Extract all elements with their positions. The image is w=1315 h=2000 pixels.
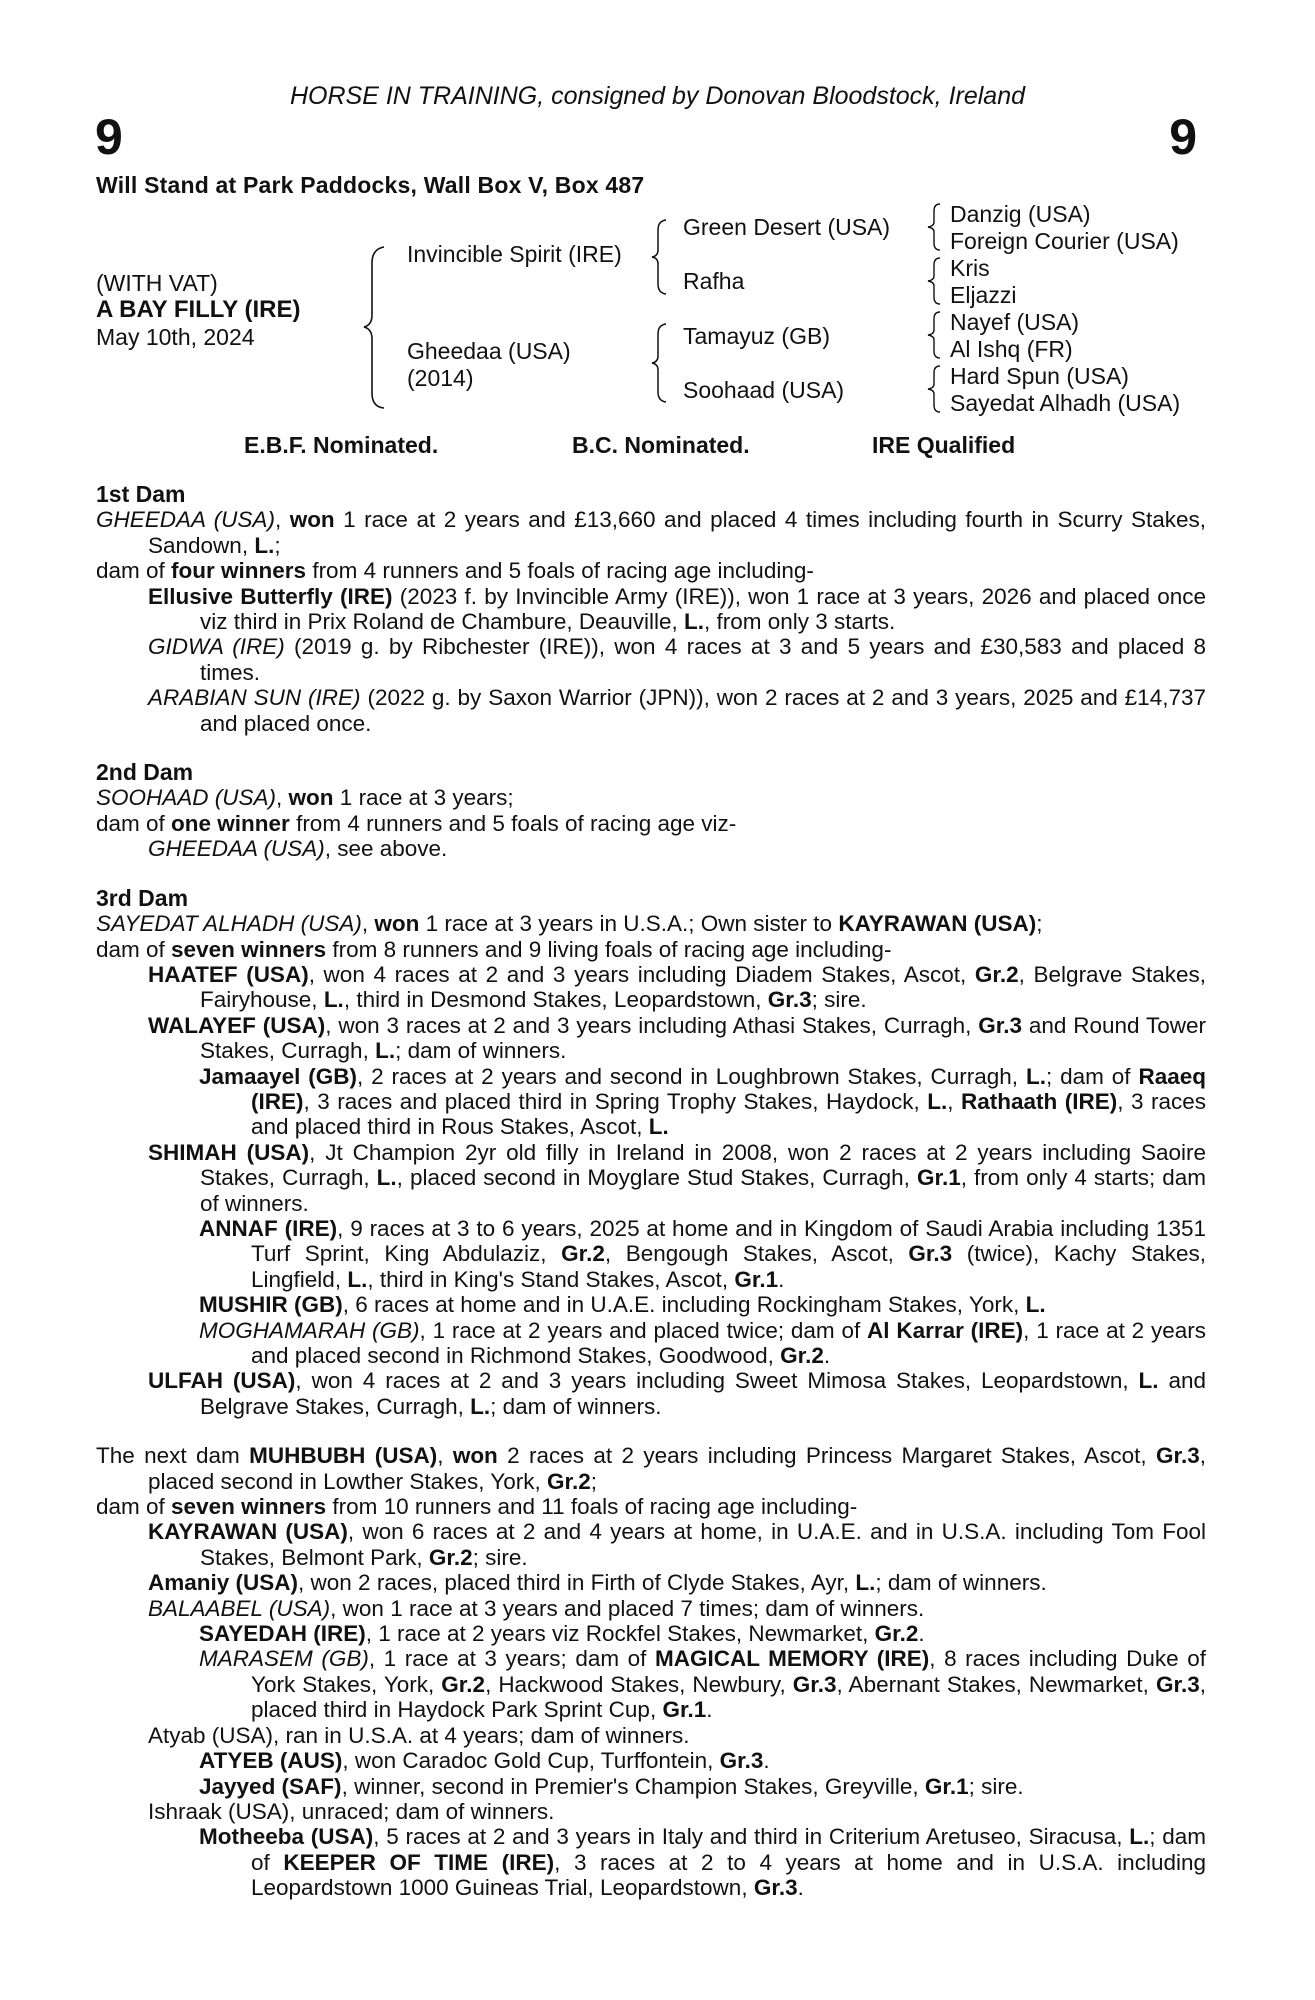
- sire-dam-sire: Kris: [950, 255, 990, 281]
- next-dam-produce: dam of seven winners from 10 runners and 11 foals of racing age including-: [96, 1494, 858, 1520]
- page-header: HORSE IN TRAINING, consigned by Donovan Bloodstock, Ireland: [289, 82, 1026, 110]
- catalogue-body: [96, 482, 1206, 1901]
- brace-main: [362, 245, 392, 410]
- third-dam-produce: dam of seven winners from 8 runners and 9 living foals of racing age including-: [96, 936, 892, 962]
- first-dam-record: GHEEDAA (USA), won 1 race at 2 years and £13,660 and placed 4 times including fourth in Scurry Stakes, Sandown, L.;: [96, 507, 1206, 558]
- produce-entry: SAYEDAH (IRE), 1 race at 2 years viz Rockfel Stakes, Newmarket, Gr.2.: [199, 1621, 925, 1647]
- won-label: won: [289, 507, 335, 533]
- dam-dam-sire: Hard Spun (USA): [950, 363, 1129, 389]
- produce-entry: Motheeba (USA), 5 races at 2 and 3 years in Italy and third in Criterium Aretuseo, Siracusa, L.; dam of KEEPER OF TIME (IRE), 3 races at 2 to 4 years at home and in U.S.A. including Leopardstown 1000 Guineas Trial, Leopardstown, Gr.3.: [199, 1824, 1206, 1901]
- brace-dam: [650, 322, 672, 404]
- ebf-nomination: E.B.F. Nominated.: [244, 432, 439, 458]
- produce-entry: ANNAF (IRE), 9 races at 3 to 6 years, 2025 at home and in Kingdom of Saudi Arabia including 1351 Turf Sprint, King Abdulaziz, Gr.2, Bengough Stakes, Ascot, Gr.3 (twice), Kachy Stakes, Lingfield, L., third in King's Stand Stakes, Ascot, Gr.1.: [199, 1215, 1206, 1292]
- produce-entry: MARASEM (GB), 1 race at 3 years; dam of MAGICAL MEMORY (IRE), 8 races including Duke of York Stakes, York, Gr.2, Hackwood Stakes, Newbury, Gr.3, Abernant Stakes, Newmarket, Gr.3, placed third in Haydock Park Sprint Cup, Gr.1.: [199, 1646, 1206, 1723]
- lot-number-left: 9: [95, 109, 123, 165]
- produce-entry: Jayyed (SAF), winner, second in Premier's Champion Stakes, Greyville, Gr.1; sire.: [199, 1773, 1024, 1799]
- sire-sire-dam: Foreign Courier (USA): [950, 228, 1179, 254]
- brace-sire: [650, 218, 672, 296]
- produce-entry: Ellusive Butterfly (IRE) (2023 f. by Invincible Army (IRE)), won 1 race at 3 years, 2026 and placed once viz third in Prix Roland de Chambure, Deauville, L., from only 3 starts.: [148, 583, 1206, 635]
- produce-entry: GHEEDAA (USA), see above.: [148, 836, 448, 862]
- ire-qualified: IRE Qualified: [872, 432, 1016, 458]
- second-dam-record: SOOHAAD (USA), won 1 race at 3 years;: [96, 785, 514, 811]
- horse-dob: May 10th, 2024: [96, 324, 255, 350]
- dam-dam: Soohaad (USA): [683, 377, 845, 403]
- vat-label: (WITH VAT): [96, 270, 218, 296]
- produce-entry: ULFAH (USA), won 4 races at 2 and 3 years including Sweet Mimosa Stakes, Leopardstown, L. and Belgrave Stakes, Curragh, L.; dam of winners.: [148, 1368, 1206, 1419]
- sire-sire: Green Desert (USA): [683, 214, 891, 240]
- dam-name: Gheedaa (USA): [407, 338, 571, 364]
- sire-dam-dam: Eljazzi: [950, 282, 1017, 308]
- first-dam-heading: 1st Dam: [96, 481, 186, 507]
- second-dam-heading: 2nd Dam: [96, 759, 194, 786]
- produce-entry: BALAABEL (USA), won 1 race at 3 years and placed 7 times; dam of winners.: [148, 1595, 925, 1621]
- third-dam-record: SAYEDAT ALHADH (USA), won 1 race at 3 years in U.S.A.; Own sister to KAYRAWAN (USA);: [96, 911, 1043, 937]
- first-dam-produce: dam of four winners from 4 runners and 5 foals of racing age including-: [96, 558, 814, 584]
- next-dam-record: The next dam MUHBUBH (USA), won 2 races at 2 years including Princess Margaret Stakes, Ascot, Gr.3, placed second in Lowther Stakes, York, Gr.2;: [96, 1443, 1206, 1494]
- produce-name: ARABIAN SUN (IRE): [148, 685, 361, 711]
- sire-dam: Rafha: [683, 268, 745, 294]
- second-dam-produce: dam of one winner from 4 runners and 5 foals of racing age viz-: [96, 810, 737, 836]
- dam-dam-dam: Sayedat Alhadh (USA): [950, 390, 1181, 416]
- dam-year: (2014): [407, 365, 474, 391]
- dam-sire-dam: Al Ishq (FR): [950, 336, 1073, 362]
- produce-entry: Jamaayel (GB), 2 races at 2 years and second in Loughbrown Stakes, Curragh, L.; dam of Raaeq (IRE), 3 races and placed third in Spring Trophy Stakes, Haydock, L., Rathaath (IRE), 3 races and placed third in Rous Stakes, Ascot, L.: [199, 1063, 1206, 1140]
- produce-name: GIDWA (IRE): [148, 634, 285, 660]
- produce-entry: MUSHIR (GB), 6 races at home and in U.A.E. including Rockingham Stakes, York, L.: [199, 1292, 1046, 1318]
- produce-entry: KAYRAWAN (USA), won 6 races at 2 and 4 years at home, in U.A.E. and in U.S.A. including Tom Fool Stakes, Belmont Park, Gr.2; sire.: [148, 1519, 1206, 1570]
- dam-sire-sire: Nayef (USA): [950, 309, 1080, 335]
- produce-entry: GIDWA (IRE) (2019 g. by Ribchester (IRE)), won 4 races at 3 and 5 years and £30,583 and placed 8 times.: [148, 634, 1206, 685]
- sire-sire-sire: Danzig (USA): [950, 201, 1091, 227]
- stand-location: Will Stand at Park Paddocks, Wall Box V, Box 487: [96, 172, 645, 198]
- produce-entry: MOGHAMARAH (GB), 1 race at 2 years and placed twice; dam of Al Karrar (IRE), 1 race at 2 years and placed second in Richmond Stakes, Goodwood, Gr.2.: [199, 1317, 1206, 1368]
- sire: Invincible Spirit (IRE): [407, 241, 622, 267]
- produce-entry: ATYEB (AUS), won Caradoc Gold Cup, Turffontein, Gr.3.: [199, 1748, 770, 1774]
- lot-number-right: 9: [1169, 109, 1197, 165]
- horse-name: A BAY FILLY (IRE): [96, 296, 301, 323]
- produce-entry: SHIMAH (USA), Jt Champion 2yr old filly in Ireland in 2008, won 2 races at 2 years including Saoire Stakes, Curragh, L., placed second in Moyglare Stud Stakes, Curragh, Gr.1, from only 4 starts; dam of winners.: [148, 1139, 1207, 1216]
- produce-entry: WALAYEF (USA), won 3 races at 2 and 3 years including Athasi Stakes, Curragh, Gr.3 and Round Tower Stakes, Curragh, L.; dam of winners.: [148, 1012, 1206, 1064]
- bc-nomination: B.C. Nominated.: [572, 432, 750, 458]
- brace-ds: [926, 310, 944, 360]
- brace-ss: [926, 202, 944, 252]
- produce-entry: Atyab (USA), ran in U.S.A. at 4 years; dam of winners.: [148, 1722, 690, 1748]
- brace-sd: [926, 256, 944, 306]
- produce-entry: HAATEF (USA), won 4 races at 2 and 3 years including Diadem Stakes, Ascot, Gr.2, Belgrave Stakes, Fairyhouse, L., third in Desmond Stakes, Leopardstown, Gr.3; sire.: [148, 961, 1206, 1013]
- brace-dd: [926, 364, 944, 414]
- produce-entry: Amaniy (USA), won 2 races, placed third in Firth of Clyde Stakes, Ayr, L.; dam of winners.: [148, 1570, 1047, 1596]
- produce-entry: Ishraak (USA), unraced; dam of winners.: [148, 1798, 555, 1824]
- produce-name: Ellusive Butterfly (IRE): [148, 583, 393, 609]
- dam-sire: Tamayuz (GB): [683, 323, 830, 349]
- produce-entry: ARABIAN SUN (IRE) (2022 g. by Saxon Warrior (JPN)), won 2 races at 2 and 3 years, 2025 and £14,737 and placed once.: [148, 685, 1207, 736]
- dam-name: GHEEDAA (USA): [96, 507, 275, 533]
- third-dam-heading: 3rd Dam: [96, 884, 189, 911]
